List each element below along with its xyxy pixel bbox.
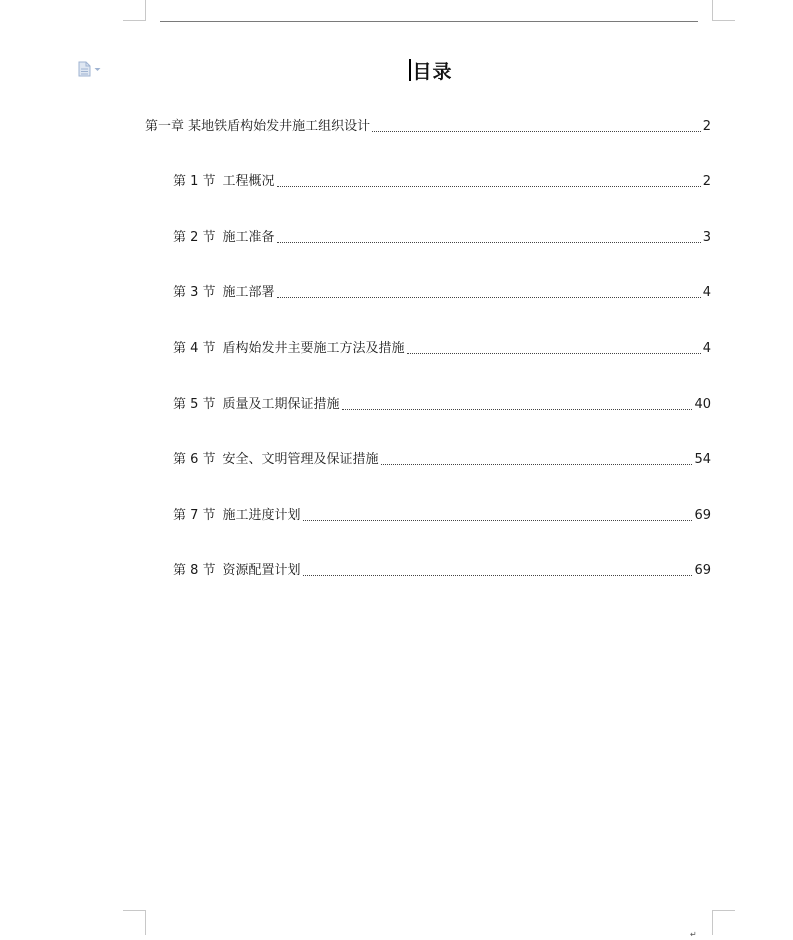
toc-page-number: 2 (702, 119, 711, 134)
toc-entry-section-3[interactable] (173, 283, 711, 301)
toc-dot-leader (407, 353, 701, 354)
toc-dot-leader (277, 297, 701, 298)
toc-title-text: 目录 (412, 60, 453, 83)
toc-entry-label (173, 508, 301, 524)
toc-page-number: 69 (694, 508, 711, 523)
toc-section-number: 第 8 节 (173, 563, 216, 578)
toc-entry-label (173, 174, 275, 190)
crop-mark-bottom-right (712, 910, 735, 935)
toc-entry-section-8[interactable] (173, 561, 711, 579)
document-icon (78, 61, 91, 77)
toc-dot-leader (303, 575, 693, 576)
chevron-down-icon (94, 67, 101, 72)
toc-section-title: 施工进度计划 (222, 508, 301, 523)
toc-section-number: 第 6 节 (173, 452, 216, 467)
toc-entry-label: 第一章 某地铁盾构始发井施工组织设计 (145, 119, 371, 134)
toc-section-number: 第 5 节 (173, 397, 216, 412)
text-cursor (409, 59, 411, 81)
toc-entry-chapter-1[interactable] (145, 117, 711, 135)
toc-section-title: 施工部署 (222, 285, 275, 300)
toc-section-title: 质量及工期保证措施 (222, 397, 340, 412)
toc-entry-section-5[interactable] (173, 395, 711, 413)
toc-dot-leader (277, 186, 701, 187)
toc-entry-label (173, 285, 275, 301)
toc-section-title: 资源配置计划 (222, 563, 301, 578)
crop-mark-top-left (123, 0, 146, 21)
toc-entry-label (173, 230, 275, 246)
toc-entry-label (173, 452, 379, 468)
toc-entry-label (173, 397, 340, 413)
toc-page-number: 69 (694, 563, 711, 578)
toc-section-number: 第 1 节 (173, 174, 216, 189)
toc-section-number: 第 2 节 (173, 230, 216, 245)
toc-section-title: 施工准备 (222, 230, 275, 245)
toc-section-title: 工程概况 (222, 174, 275, 189)
toc-dot-leader (342, 409, 693, 410)
toc-page-number: 2 (702, 174, 711, 189)
toc-page-number: 4 (702, 285, 711, 300)
toc-entry-section-1[interactable] (173, 172, 711, 190)
toc-section-number: 第 4 节 (173, 341, 216, 356)
toc-page-number: 54 (694, 452, 711, 467)
toc-page-number: 3 (702, 230, 711, 245)
toc-entry-section-2[interactable] (173, 228, 711, 246)
toc-section-title: 盾构始发井主要施工方法及措施 (222, 341, 405, 356)
toc-entry-section-7[interactable] (173, 506, 711, 524)
document-menu-widget[interactable] (78, 60, 108, 78)
toc-entry-label (173, 563, 301, 579)
toc-dot-leader (303, 520, 693, 521)
toc-title (409, 57, 453, 83)
toc-page-number: 40 (694, 397, 711, 412)
toc-dot-leader (277, 242, 701, 243)
toc-page-number: 4 (702, 341, 711, 356)
toc-entry-label (173, 341, 405, 357)
header-rule (160, 21, 698, 22)
toc-dot-leader (381, 464, 693, 465)
toc-section-number: 第 3 节 (173, 285, 216, 300)
paragraph-mark: ↵ (690, 930, 697, 939)
toc-section-number: 第 7 节 (173, 508, 216, 523)
toc-entry-section-6[interactable] (173, 450, 711, 468)
toc-section-title: 安全、文明管理及保证措施 (222, 452, 379, 467)
toc-entry-section-4[interactable] (173, 339, 711, 357)
crop-mark-bottom-left (123, 910, 146, 935)
toc-dot-leader (372, 131, 701, 132)
crop-mark-top-right (712, 0, 735, 21)
